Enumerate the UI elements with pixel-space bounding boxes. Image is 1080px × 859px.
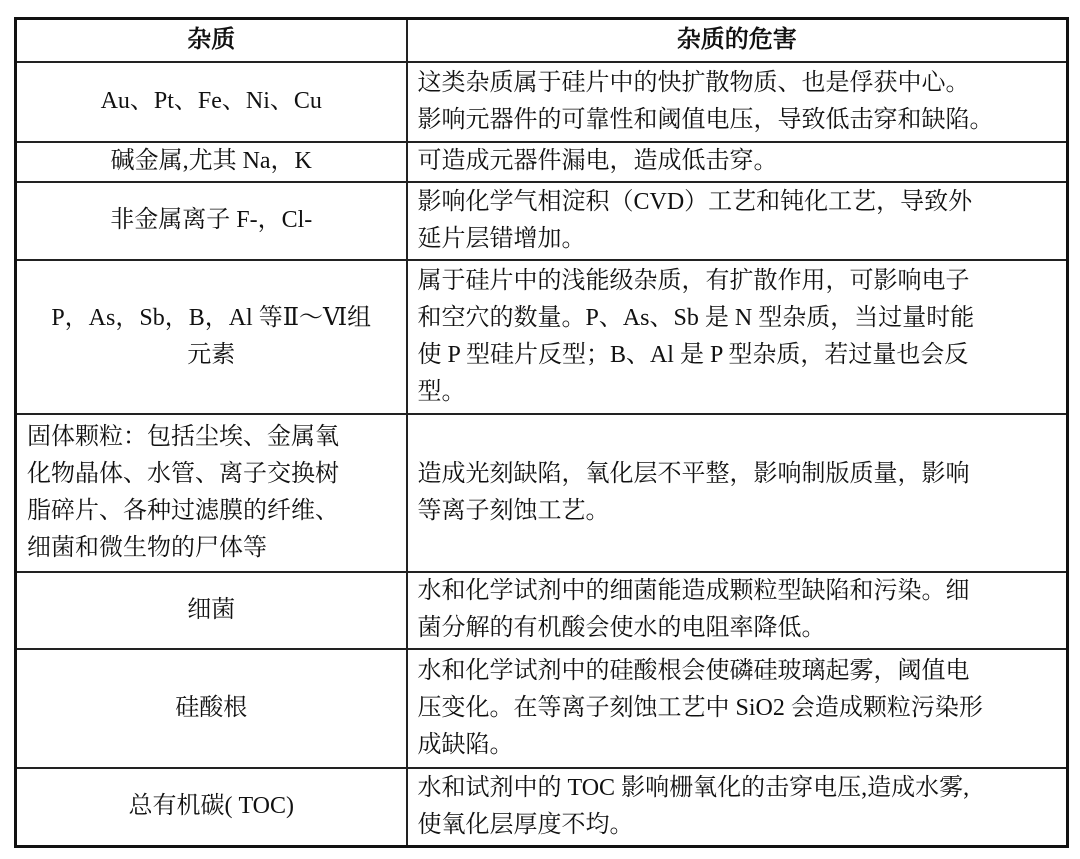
harm-text-line: 型。 xyxy=(417,378,466,405)
table-row xyxy=(16,768,1068,847)
harm-cell xyxy=(407,414,1068,572)
impurity-cell xyxy=(16,768,407,847)
table-row xyxy=(16,649,1068,768)
harm-cell xyxy=(407,572,1068,649)
impurity-text-line: 碱金属,尤其 Na，K xyxy=(110,148,312,174)
impurity-cell xyxy=(16,62,407,142)
harm-text-line: 压变化。在等离子刻蚀工艺中 SiO2 会造成颗粒污染形 xyxy=(417,694,983,721)
harm-text-line: 延片层错增加。 xyxy=(417,225,586,252)
impurity-text-line: 细菌 xyxy=(187,596,236,623)
harm-text-line: 成缺陷。 xyxy=(417,731,514,758)
harm-text-line: 影响元器件的可靠性和阈值电压，导致低击穿和缺陷。 xyxy=(417,106,994,133)
table-row xyxy=(16,260,1068,414)
harm-cell xyxy=(407,62,1068,142)
impurity-cell xyxy=(16,182,407,260)
impurity-text-line: 脂碎片、各种过滤膜的纤维、 xyxy=(27,497,339,524)
harm-text-line: 可造成元器件漏电，造成低击穿。 xyxy=(417,148,778,174)
table-row xyxy=(16,142,1068,182)
impurity-cell xyxy=(16,649,407,768)
header-impurity: 杂质 xyxy=(16,19,407,62)
impurity-table xyxy=(14,17,1069,848)
header-row xyxy=(16,19,1068,62)
impurity-text-line: 总有机碳( TOC) xyxy=(128,793,295,820)
impurity-cell xyxy=(16,142,407,182)
table-row xyxy=(16,62,1068,142)
harm-text-line: 造成光刻缺陷，氧化层不平整，影响制版质量，影响 xyxy=(417,460,970,487)
impurity-text-line: 细菌和微生物的尸体等 xyxy=(27,534,267,561)
impurity-text-line: P，As，Sb，B，Al 等Ⅱ～Ⅵ组 xyxy=(51,304,372,331)
table-row xyxy=(16,572,1068,649)
harm-text-line: 等离子刻蚀工艺。 xyxy=(417,497,610,524)
harm-cell xyxy=(407,768,1068,847)
harm-cell xyxy=(407,649,1068,768)
impurity-text-line: 化物晶体、水管、离子交换树 xyxy=(27,460,339,487)
harm-cell xyxy=(407,260,1068,414)
table-row xyxy=(16,414,1068,572)
header-harm: 杂质的危害 xyxy=(407,19,1068,62)
table-row xyxy=(16,182,1068,260)
harm-cell xyxy=(407,182,1068,260)
impurity-text-line: 元素 xyxy=(187,341,236,368)
harm-text-line: 水和化学试剂中的细菌能造成颗粒型缺陷和污染。细 xyxy=(417,578,970,604)
impurity-text-line: 硅酸根 xyxy=(175,694,248,721)
harm-text-line: 菌分解的有机酸会使水的电阻率降低。 xyxy=(417,615,826,641)
harm-text-line: 影响化学气相淀积（CVD）工艺和钝化工艺，导致外 xyxy=(417,188,973,215)
impurity-cell xyxy=(16,572,407,649)
harm-text-line: 水和试剂中的 TOC 影响栅氧化的击穿电压,造成水雾, xyxy=(417,774,970,801)
harm-text-line: 和空穴的数量。P、As、Sb 是 N 型杂质，当过量时能 xyxy=(417,304,975,331)
harm-text-line: 水和化学试剂中的硅酸根会使磷硅玻璃起雾，阈值电 xyxy=(417,657,970,684)
harm-text-line: 属于硅片中的浅能级杂质，有扩散作用，可影响电子 xyxy=(417,267,970,294)
harm-cell xyxy=(407,142,1068,182)
impurity-text-line: 固体颗粒：包括尘埃、金属氧 xyxy=(27,423,339,450)
harm-text-line: 使氧化层厚度不均。 xyxy=(417,811,634,838)
impurity-text-line: Au、Pt、Fe、Ni、Cu xyxy=(100,88,322,114)
impurity-cell xyxy=(16,414,407,572)
impurity-text-line: 非金属离子 F-，Cl- xyxy=(110,207,313,233)
harm-text-line: 使 P 型硅片反型；B、Al 是 P 型杂质，若过量也会反 xyxy=(417,341,969,368)
harm-text-line: 这类杂质属于硅片中的快扩散物质、也是俘获中心。 xyxy=(417,69,970,96)
impurity-cell xyxy=(16,260,407,414)
